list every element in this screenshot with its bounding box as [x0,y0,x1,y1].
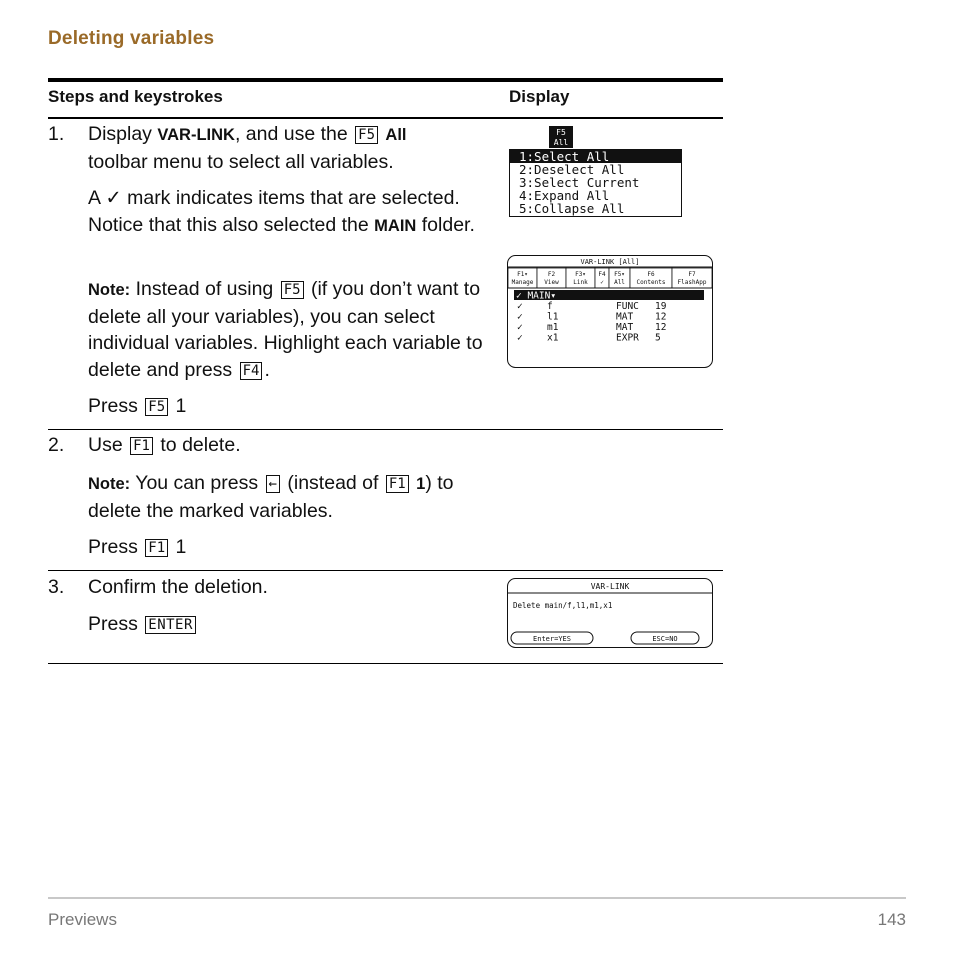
note-label: Note: [88,281,131,299]
main-label: MAIN [374,216,417,235]
toolbar-tab-label: View [544,279,559,286]
step1-press [88,393,493,420]
toolbar-tab-label: F6 [647,271,655,278]
toolbar-tab-label: F1▾ [517,271,528,278]
table-header-rule [48,117,723,119]
toolbar-tab-label: Contents [636,279,666,286]
row-divider [48,570,723,571]
variable-row-cell: MAT [616,322,634,333]
screen-varlink-list [507,255,714,369]
toolbar-tab-label: Manage [511,279,534,286]
variable-row-cell: 5 [655,332,661,344]
toolbar-tab-label: All [614,279,625,286]
svg-text:F5: F5 [556,128,566,137]
dialog-message: Delete main/f,l1,m1,x1 [513,601,613,610]
key-f1: F1 [386,475,409,493]
row-divider [48,429,723,430]
variable-row-cell: 12 [655,322,667,333]
menu-item: 3:Select Current [519,175,640,190]
step1-text-a: Display [88,123,158,145]
step2-text-a: Use [88,434,129,456]
screen-all-menu [509,126,683,218]
step1-text-c: toolbar menu to select all variables. [88,150,394,173]
key-f5: F5 [355,126,378,144]
note-text-a: You can press [130,472,264,494]
variable-row-cell: 19 [655,301,667,312]
table-bottom-rule [48,663,723,664]
press-number: 1 [170,536,187,558]
note-text-b: (if you don’t want to delete all your variables), you can select individual variables. Highlight each variable to delete and press [88,278,483,381]
step2-text-b: to delete. [154,434,241,456]
backspace-key-icon: ← [266,475,280,493]
step1-paragraph-check [88,185,493,239]
toolbar-tab-label: FlashApp [677,279,707,286]
dialog-title: VAR-LINK [590,582,630,591]
step1-instruction [88,121,493,175]
variable-row-cell: f [547,301,553,312]
step2-press [88,534,493,561]
step1-note [88,276,493,383]
note-text-c: ) to delete the marked variables. [88,472,454,522]
key-f5: F5 [281,281,304,299]
press-label: Press [88,613,144,635]
menu-item: 5:Collapse All [519,201,625,216]
variable-row-cell: MAT [616,311,634,323]
col-header-display: Display [509,87,570,106]
step2-instruction [88,432,493,459]
variable-row-cell: l1 [547,311,559,323]
variable-row-cell: ✓ [517,332,523,344]
step2-note [88,470,493,524]
variable-row-cell: ✓ [517,301,523,312]
toolbar-tab-label: F7 [688,271,696,278]
all-label: All [385,126,407,144]
press-label: Press [88,395,144,417]
variable-row-cell: EXPR [616,332,639,344]
toolbar-tab-label: Link [573,279,588,286]
menu-item: 4:Expand All [519,188,610,203]
section-title: Deleting variables [48,28,215,49]
toolbar-tab-label: F5▾ [614,271,625,278]
variable-row-cell: m1 [547,322,559,333]
note-text-b: (instead of [281,472,384,494]
variable-row-cell: ✓ [517,311,523,323]
menu-item: 1:Select All [519,149,610,164]
menu-item: 2:Deselect All [519,162,625,177]
col-header-steps: Steps and keystrokes [48,87,223,106]
note-text-c: . [264,358,270,381]
step1-check-text-end: folder. [416,213,475,236]
variable-row-cell: x1 [547,332,559,344]
variable-row-cell: ✓ [517,322,523,333]
variable-row-cell: 12 [655,311,667,323]
footer-rule [48,897,906,899]
key-f5: F5 [145,398,168,416]
toolbar-tab-label: ✓ [600,279,604,286]
step1-text-b: , and use the [234,123,354,145]
table-top-rule [48,78,723,82]
key-f4: F4 [240,362,263,380]
step1-check-text: A ✓ mark indicates items that are selected. Notice that this also selected the [88,187,460,236]
toolbar-tab-label: F3▾ [575,271,586,278]
varlink-label: VAR-LINK [157,126,235,144]
screen-delete-dialog [507,578,714,649]
enter-yes-label: Enter=YES [533,635,571,643]
step3-number: 3. [48,576,65,598]
note-text-a: Instead of using [130,278,279,300]
key-f1: F1 [145,539,168,557]
press-label: Press [88,536,144,558]
svg-text:All: All [553,138,569,147]
key-enter: ENTER [145,616,196,634]
esc-no-label: ESC=NO [652,635,678,643]
footer-section: Previews [48,910,117,929]
toolbar-tab-label: F4 [598,271,606,278]
step2-number: 2. [48,434,65,456]
page-number: 143 [877,910,906,929]
folder-main: ✓ MAIN▾ [516,290,557,302]
toolbar-tab-label: F2 [547,271,556,278]
note-label: Note: [88,475,131,493]
screen-toolbar [508,268,712,288]
variable-row-cell: FUNC [616,301,639,312]
note-one: 1 [416,475,426,493]
step3-press [88,611,493,638]
key-f1: F1 [130,437,153,455]
step1-number: 1. [48,123,65,145]
screen-title: VAR-LINK [All] [580,258,640,266]
step3-instruction: Confirm the deletion. [88,576,268,598]
press-number: 1 [170,395,187,417]
